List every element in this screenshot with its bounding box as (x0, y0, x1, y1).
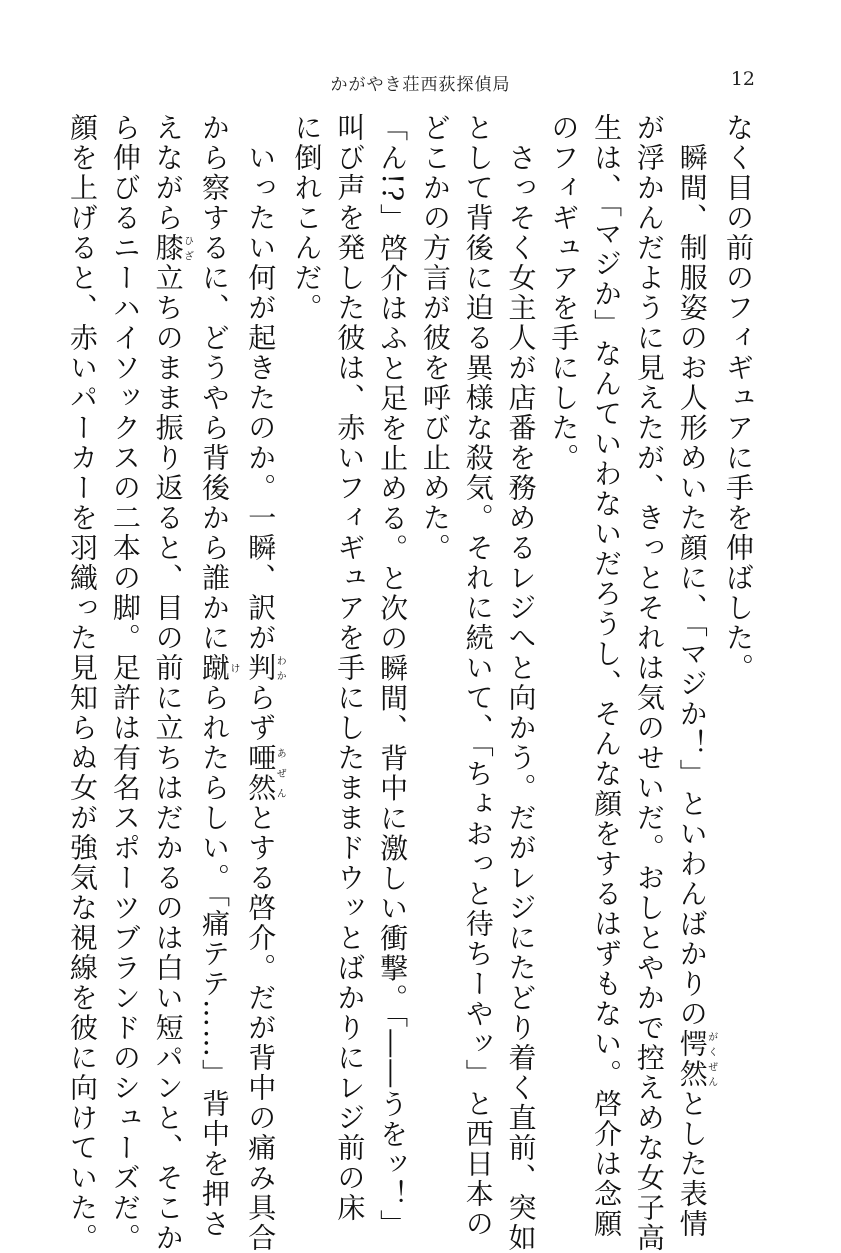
text-line: 「ん!?」啓介はふと足を止める。と次の瞬間、背中に激しい衝撃。「――うをッ！」 (376, 113, 410, 1240)
text-line: 顔を上げると、赤いパーカーを羽織った見知らぬ女が強気な視線を彼に向けていた。 (66, 113, 100, 1253)
text-line: なく目の前のフィギュアに手を伸ばした。 (722, 113, 755, 683)
text-line: さっそく女主人が店番を務めるレジへと向かう。だがレジにたどり着く直前、突如 (504, 113, 538, 1253)
furigana-azen: 唖然あぜん (244, 743, 286, 803)
furigana-kera: 蹴け (197, 653, 239, 683)
furigana-hiza: 膝ひざ (151, 233, 193, 263)
text-line: えながら膝ひざ立ちのまま振り返ると、目の前に立ちはだかるのは白い短パンと、そこか (151, 113, 193, 1253)
furigana-reading: わか (274, 653, 286, 683)
text-line: に倒れこんだ。 (290, 113, 324, 323)
text-line: 瞬間、制服姿のお人形めいた顔に、「マジか！」といわんばかりの愕然がくぜんとした表情 (675, 113, 717, 1239)
vertical-body-text (66, 113, 759, 1253)
text-line: ら伸びるニーハイソックスの二本の脚。足許は有名スポーツブランドのシューズだ。 (108, 113, 142, 1253)
text-line: から察するに、どうやら背後から誰かに蹴けられたらしい。「痛テテ……」背中を押さ (197, 113, 239, 1239)
furigana-reading: け (227, 653, 239, 683)
page-header (0, 66, 841, 96)
text-line: どこかの方言が彼を呼び止めた。 (418, 113, 452, 563)
furigana-reading: あぜん (274, 743, 286, 803)
text-line: のフィギュアを手にした。 (547, 113, 581, 473)
text-line: 叫び声を発した彼は、赤いフィギュアを手にしたままドウッとばかりにレジ前の床 (333, 113, 367, 1223)
text-line: として背後に迫る異様な殺気。それに続いて、「ちょおっと待ちーやッ」と西日本の (461, 113, 495, 1239)
furigana-reading: ひざ (181, 233, 193, 263)
page-number: 12 (730, 68, 755, 90)
running-title: かがやき荘西荻探偵局 (330, 75, 511, 95)
furigana-reading: がくぜん (705, 1029, 717, 1089)
text-line: 生は、「マジか」なんていわないだろうし、そんな顔をするはずもない。啓介は念願 (590, 113, 624, 1239)
furigana-gakuzen: 愕然がくぜん (675, 1029, 717, 1089)
text-line: が浮かんだように見えたが、きっとそれは気のせいだ。おしとやかで控えめな女子高 (632, 113, 666, 1253)
furigana-wakara: 判わか (244, 653, 286, 683)
text-line: いったい何が起きたのか。一瞬、訳が判わからず唖然あぜんとする啓介。だが背中の痛み具合 (244, 113, 286, 1253)
